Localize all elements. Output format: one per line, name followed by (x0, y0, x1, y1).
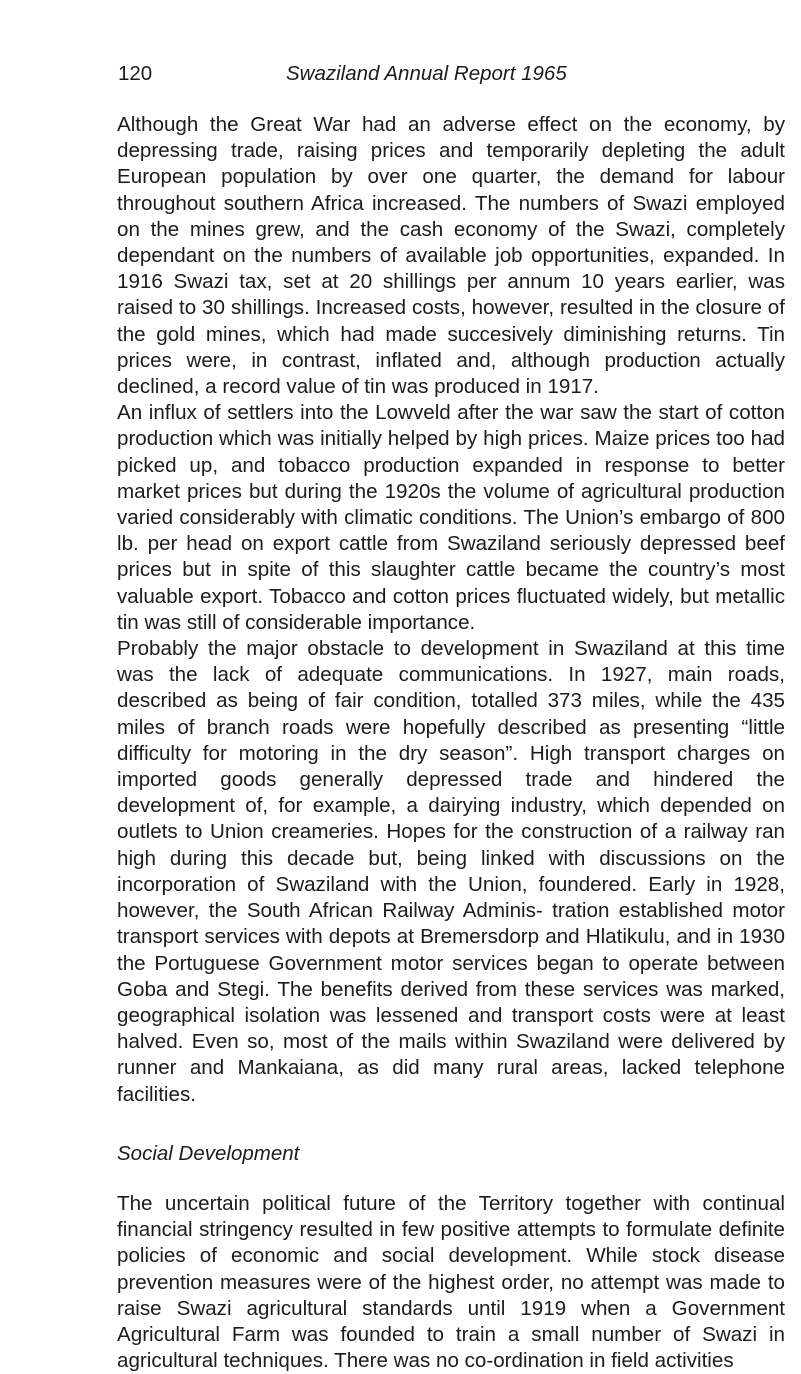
section-heading: Social Development (117, 1142, 300, 1165)
section-body (117, 1191, 785, 1374)
page-number: 120 (118, 62, 153, 85)
paragraph-lowveld-settlers: An influx of settlers into the Lowveld after the war saw the start of cotton production which was initially helped by high prices. Maize prices too had picked up, and tobacco production expanded in response to better market prices but during the 1920s the volume of agricultural production varied considerably with climatic conditions. The Union’s embargo of 800 lb. per head on export cattle from Swaziland seriously depressed beef prices but in spite of this slaughter cattle became the country’s most valuable export. Tobacco and cotton prices fluctuated widely, but metallic tin was still of considerable importance. (117, 401, 785, 634)
body-text (117, 112, 785, 1108)
paragraph-social-development: The uncertain political future of the Territory together with continual financial stringency resulted in few positive attempts to formulate definite policies of economic and social development. While stock disease prevention measures were of the highest order, no attempt was made to raise Swazi agricultural standards until 1919 when a Government Agricultural Farm was founded to train a small number of Swazi in agricultural techniques. There was no co-ordination in field activities (117, 1192, 785, 1373)
paragraph-war-economy: Although the Great War had an adverse effect on the economy, by depressing trade, raising prices and temporarily depleting the adult European population by over one quarter, the demand for labour throughout southern Africa increased. The numbers of Swazi employed on the mines grew, and the cash economy of the Swazi, completely dependant on the numbers of available job opportunities, expanded. In 1916 Swazi tax, set at 20 shillings per annum 10 years earlier, was raised to 30 shillings. Increased costs, however, resulted in the closure of the gold mines, which had made succesively diminishing returns. Tin prices were, in contrast, inflated and, although production actually declined, a record value of tin was produced in 1917. (117, 113, 785, 399)
running-title: Swaziland Annual Report 1965 (286, 62, 567, 85)
running-header (118, 60, 678, 88)
paragraph-communications: Probably the major obstacle to development in Swaziland at this time was the lack of adequate communications. In 1927, main roads, described as being of fair condition, totalled 373 miles, while the 435 miles of branch roads were hopefully described as presenting “little difficulty for motoring in the dry season”. High transport charges on imported goods generally depressed trade and hindered the development of, for example, a dairying industry, which depended on outlets to Union creameries. Hopes for the construction of a railway ran high during this decade but, being linked with discussions on the incorporation of Swaziland with the Union, foundered. Early in 1928, however, the South African Railway Adminis- tration established motor transport services with depots at Bremersdorp and Hlatikulu, and in 1930 the Portuguese Government motor services began to operate between Goba and Stegi. The benefits derived from these services was marked, geographical isolation was lessened and transport costs were at least halved. Even so, most of the mails within Swaziland were delivered by runner and Mankaiana, as did many rural areas, lacked telephone facilities. (117, 637, 785, 1106)
